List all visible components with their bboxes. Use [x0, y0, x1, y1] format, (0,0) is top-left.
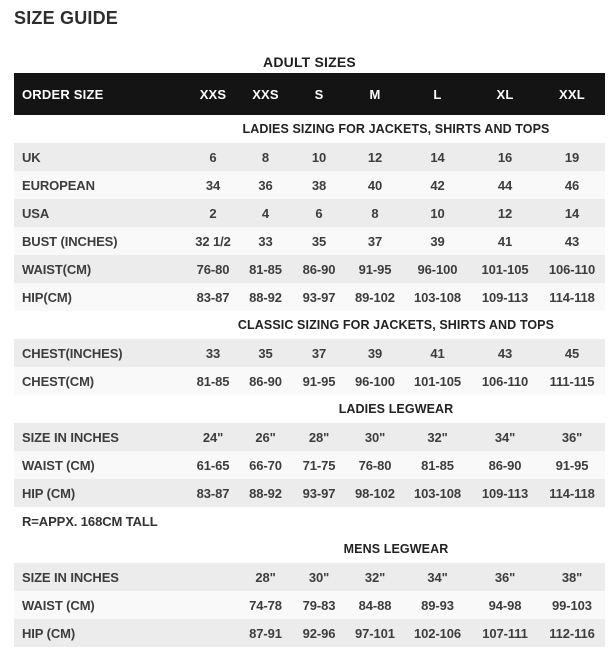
table-title: ADULT SIZES: [263, 54, 356, 70]
table-row: [14, 227, 605, 255]
row-value: 114-118: [539, 479, 605, 507]
row-value: 88-92: [239, 283, 292, 311]
table-row: [14, 339, 605, 367]
row-value: 43: [471, 339, 539, 367]
section-heading-row: [14, 115, 605, 143]
row-value: 101-105: [471, 255, 539, 283]
row-value: 93-97: [292, 283, 346, 311]
row-value: 8: [346, 199, 404, 227]
table-header: [14, 73, 605, 115]
row-value: 35: [239, 339, 292, 367]
row-value: 91-95: [292, 367, 346, 395]
row-value: 10: [292, 143, 346, 171]
row-value: 83-87: [187, 283, 239, 311]
row-value: 83-87: [187, 479, 239, 507]
row-value: 81-85: [404, 451, 471, 479]
row-value: 28": [239, 563, 292, 591]
row-value: 106-110: [471, 367, 539, 395]
section-heading-spacer: [14, 115, 187, 143]
row-value: 92-96: [292, 619, 346, 647]
row-value: 42: [404, 171, 471, 199]
size-table-body: [14, 115, 605, 647]
row-label: WAIST (CM): [14, 591, 187, 619]
row-value: 45: [539, 339, 605, 367]
row-value: 96-100: [346, 367, 404, 395]
row-value: 39: [346, 339, 404, 367]
row-value: 37: [292, 339, 346, 367]
section-heading: LADIES SIZING FOR JACKETS, SHIRTS AND TOPS: [187, 115, 605, 143]
row-label: USA: [14, 199, 187, 227]
row-label: EUROPEAN: [14, 171, 187, 199]
row-label: UK: [14, 143, 187, 171]
table-row: [14, 367, 605, 395]
row-value: 6: [292, 199, 346, 227]
row-value: 76-80: [346, 451, 404, 479]
row-value: 24": [187, 423, 239, 451]
row-label: SIZE IN INCHES: [14, 563, 187, 591]
row-value: 35: [292, 227, 346, 255]
section-heading-row: [14, 311, 605, 339]
section-heading: MENS LEGWEAR: [187, 535, 605, 563]
row-value: 106-110: [539, 255, 605, 283]
row-value: 26": [239, 423, 292, 451]
row-value: 86-90: [239, 367, 292, 395]
row-value: 12: [346, 143, 404, 171]
row-value: 30": [346, 423, 404, 451]
row-value: [187, 563, 239, 591]
section-heading: CLASSIC SIZING FOR JACKETS, SHIRTS AND TOPS: [187, 311, 605, 339]
row-value: 93-97: [292, 479, 346, 507]
row-value: 94-98: [471, 591, 539, 619]
row-value: 102-106: [404, 619, 471, 647]
row-value: 99-103: [539, 591, 605, 619]
row-value: 91-95: [346, 255, 404, 283]
row-value: 33: [187, 339, 239, 367]
row-value: 61-65: [187, 451, 239, 479]
row-value: 4: [239, 199, 292, 227]
table-row: [14, 199, 605, 227]
header-size-column: S: [292, 73, 346, 115]
section-heading-spacer: [14, 311, 187, 339]
table-row: [14, 283, 605, 311]
header-size-column: XXL: [539, 73, 605, 115]
row-label: WAIST(CM): [14, 255, 187, 283]
row-label: SIZE IN INCHES: [14, 423, 187, 451]
row-value: 86-90: [292, 255, 346, 283]
row-value: 38: [292, 171, 346, 199]
row-value: 39: [404, 227, 471, 255]
row-value: 12: [471, 199, 539, 227]
row-value: 36": [539, 423, 605, 451]
row-value: 112-116: [539, 619, 605, 647]
row-value: 91-95: [539, 451, 605, 479]
row-value: 86-90: [471, 451, 539, 479]
section-heading-spacer: [14, 535, 187, 563]
row-value: 96-100: [404, 255, 471, 283]
table-row: [14, 255, 605, 283]
row-value: 89-102: [346, 283, 404, 311]
table-row: [14, 591, 605, 619]
size-note: R=APPX. 168CM TALL: [14, 507, 605, 535]
header-order-size: ORDER SIZE: [14, 73, 187, 115]
section-heading-spacer: [14, 395, 187, 423]
row-value: 36: [239, 171, 292, 199]
row-label: CHEST(INCHES): [14, 339, 187, 367]
row-value: 98-102: [346, 479, 404, 507]
row-label: HIP (CM): [14, 479, 187, 507]
table-row: [14, 479, 605, 507]
row-value: 97-101: [346, 619, 404, 647]
header-size-column: XXS: [239, 73, 292, 115]
row-value: 109-113: [471, 283, 539, 311]
header-size-column: M: [346, 73, 404, 115]
row-value: 41: [404, 339, 471, 367]
note-row: [14, 507, 605, 535]
row-value: 79-83: [292, 591, 346, 619]
section-heading-row: [14, 535, 605, 563]
row-value: 81-85: [239, 255, 292, 283]
header-size-column: XXS: [187, 73, 239, 115]
row-value: 2: [187, 199, 239, 227]
section-heading: LADIES LEGWEAR: [187, 395, 605, 423]
table-row: [14, 143, 605, 171]
row-value: 114-118: [539, 283, 605, 311]
row-value: 84-88: [346, 591, 404, 619]
row-label: HIP (CM): [14, 619, 187, 647]
row-value: 46: [539, 171, 605, 199]
row-value: 103-108: [404, 479, 471, 507]
table-row: [14, 563, 605, 591]
row-value: 8: [239, 143, 292, 171]
row-value: [187, 619, 239, 647]
row-value: 14: [404, 143, 471, 171]
row-value: 88-92: [239, 479, 292, 507]
row-value: 66-70: [239, 451, 292, 479]
row-value: 107-111: [471, 619, 539, 647]
row-value: 14: [539, 199, 605, 227]
row-value: 32 1/2: [187, 227, 239, 255]
row-value: 40: [346, 171, 404, 199]
table-row: [14, 423, 605, 451]
section-heading-row: [14, 395, 605, 423]
row-label: CHEST(CM): [14, 367, 187, 395]
table-row: [14, 171, 605, 199]
row-label: BUST (INCHES): [14, 227, 187, 255]
row-value: 32": [404, 423, 471, 451]
row-value: 38": [539, 563, 605, 591]
row-value: 32": [346, 563, 404, 591]
row-value: 6: [187, 143, 239, 171]
table-row: [14, 619, 605, 647]
page-title: SIZE GUIDE: [14, 8, 119, 28]
row-value: 81-85: [187, 367, 239, 395]
row-value: 28": [292, 423, 346, 451]
row-label: WAIST (CM): [14, 451, 187, 479]
row-value: 34": [471, 423, 539, 451]
row-value: 74-78: [239, 591, 292, 619]
row-value: 71-75: [292, 451, 346, 479]
row-value: 103-108: [404, 283, 471, 311]
header-size-column: XL: [471, 73, 539, 115]
header-row: [14, 73, 605, 115]
row-value: 43: [539, 227, 605, 255]
row-value: 44: [471, 171, 539, 199]
row-value: 101-105: [404, 367, 471, 395]
row-value: 33: [239, 227, 292, 255]
row-label: HIP(CM): [14, 283, 187, 311]
row-value: 19: [539, 143, 605, 171]
row-value: 30": [292, 563, 346, 591]
row-value: 76-80: [187, 255, 239, 283]
row-value: 87-91: [239, 619, 292, 647]
row-value: 109-113: [471, 479, 539, 507]
row-value: 89-93: [404, 591, 471, 619]
row-value: 37: [346, 227, 404, 255]
row-value: 16: [471, 143, 539, 171]
row-value: [187, 591, 239, 619]
header-size-column: L: [404, 73, 471, 115]
row-value: 41: [471, 227, 539, 255]
row-value: 111-115: [539, 367, 605, 395]
row-value: 34": [404, 563, 471, 591]
size-guide-table: [14, 73, 605, 647]
row-value: 34: [187, 171, 239, 199]
row-value: 36": [471, 563, 539, 591]
row-value: 10: [404, 199, 471, 227]
table-row: [14, 451, 605, 479]
